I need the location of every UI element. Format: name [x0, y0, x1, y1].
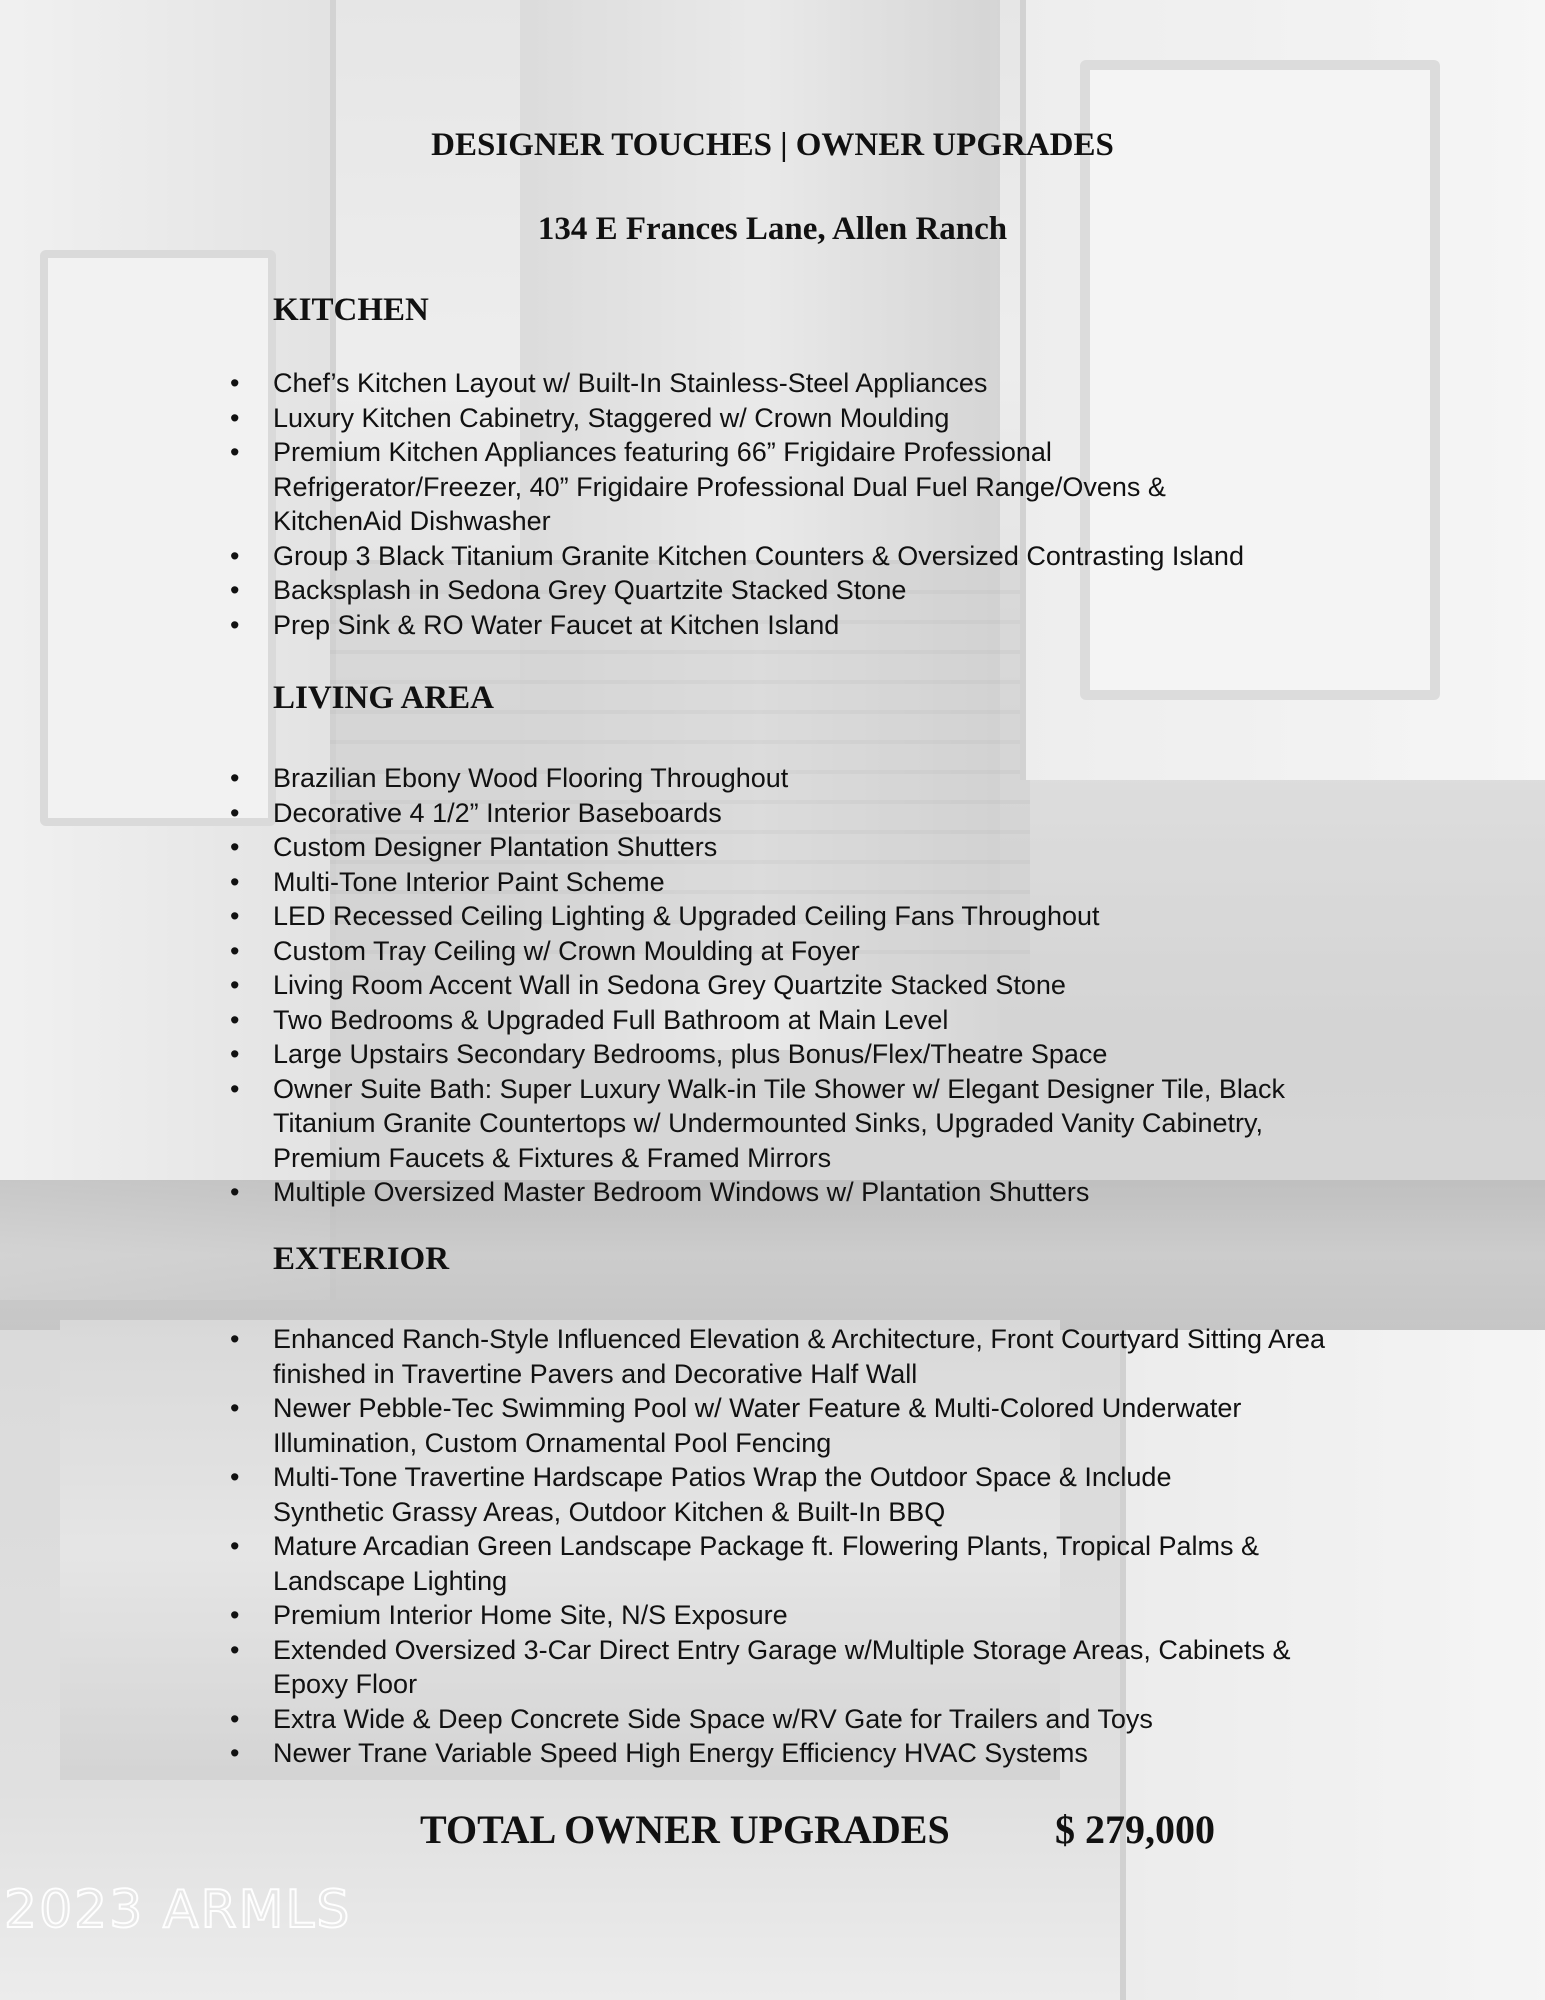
copyright-watermark: 2023 ARMLS — [4, 1880, 352, 1940]
list-item: • Large Upstairs Secondary Bedrooms, plus Bonus/Flex/Theatre Space — [273, 1037, 1413, 1072]
list-item: • Enhanced Ranch-Style Influenced Elevation & Architecture, Front Courtyard Sitting Area finished in Travertine Pavers and Decorative Half Wall — [273, 1322, 1348, 1391]
document-title: DESIGNER TOUCHES | OWNER UPGRADES — [431, 127, 1114, 163]
list-item: • Multi-Tone Travertine Hardscape Patios Wrap the Outdoor Space & Include Synthetic Grassy Areas, Outdoor Kitchen & Built-In BBQ — [273, 1460, 1283, 1529]
exterior-list — [230, 1322, 1413, 1771]
list-item: • Owner Suite Bath: Super Luxury Walk-in Tile Shower w/ Elegant Designer Tile, Black Titanium Granite Countertops w/ Undermounted Sinks, Upgraded Vanity Cabinetry, Premium Faucets & Fixtures & Framed Mirrors — [273, 1072, 1323, 1176]
list-item: • Mature Arcadian Green Landscape Package ft. Flowering Plants, Tropical Palms & Landscape Lighting — [273, 1529, 1363, 1598]
living-area-list — [230, 761, 1413, 1210]
list-item: • Group 3 Black Titanium Granite Kitchen Counters & Oversized Contrasting Island — [273, 539, 1413, 574]
list-item: • Brazilian Ebony Wood Flooring Throughout — [273, 761, 1413, 796]
list-item: • Extra Wide & Deep Concrete Side Space w/RV Gate for Trailers and Toys — [273, 1702, 1413, 1737]
section-heading-living-area: LIVING AREA — [273, 680, 494, 716]
list-item: • Prep Sink & RO Water Faucet at Kitchen Island — [273, 608, 1413, 643]
list-item: • LED Recessed Ceiling Lighting & Upgraded Ceiling Fans Throughout — [273, 899, 1413, 934]
list-item: • Custom Tray Ceiling w/ Crown Moulding at Foyer — [273, 934, 1413, 969]
list-item: • Luxury Kitchen Cabinetry, Staggered w/ Crown Moulding — [273, 401, 1413, 436]
section-heading-exterior: EXTERIOR — [273, 1241, 450, 1277]
list-item: • Multi-Tone Interior Paint Scheme — [273, 865, 1413, 900]
list-item: • Backsplash in Sedona Grey Quartzite Stacked Stone — [273, 573, 1413, 608]
list-item: • Extended Oversized 3-Car Direct Entry Garage w/Multiple Storage Areas, Cabinets & Epoxy Floor — [273, 1633, 1363, 1702]
list-item: • Chef’s Kitchen Layout w/ Built-In Stainless-Steel Appliances — [273, 366, 1413, 401]
list-item: • Newer Trane Variable Speed High Energy Efficiency HVAC Systems — [273, 1736, 1413, 1771]
total-label: TOTAL OWNER UPGRADES — [420, 1807, 950, 1852]
list-item: • Two Bedrooms & Upgraded Full Bathroom at Main Level — [273, 1003, 1413, 1038]
list-item: • Multiple Oversized Master Bedroom Windows w/ Plantation Shutters — [273, 1175, 1413, 1210]
list-item: • Custom Designer Plantation Shutters — [273, 830, 1413, 865]
list-item: • Premium Interior Home Site, N/S Exposure — [273, 1598, 1413, 1633]
list-item: • Living Room Accent Wall in Sedona Grey Quartzite Stacked Stone — [273, 968, 1413, 1003]
section-heading-kitchen: KITCHEN — [273, 292, 429, 328]
kitchen-list — [230, 366, 1413, 642]
total-amount: $ 279,000 — [1055, 1807, 1215, 1852]
list-item: • Decorative 4 1/2” Interior Baseboards — [273, 796, 1413, 831]
list-item: • Newer Pebble-Tec Swimming Pool w/ Water Feature & Multi-Colored Underwater Illumination, Custom Ornamental Pool Fencing — [273, 1391, 1348, 1460]
list-item: • Premium Kitchen Appliances featuring 66” Frigidaire Professional Refrigerator/Freezer, 40” Frigidaire Professional Dual Fuel Range/Ovens & KitchenAid Dishwasher — [273, 435, 1283, 539]
property-address: 134 E Frances Lane, Allen Ranch — [537, 211, 1008, 247]
